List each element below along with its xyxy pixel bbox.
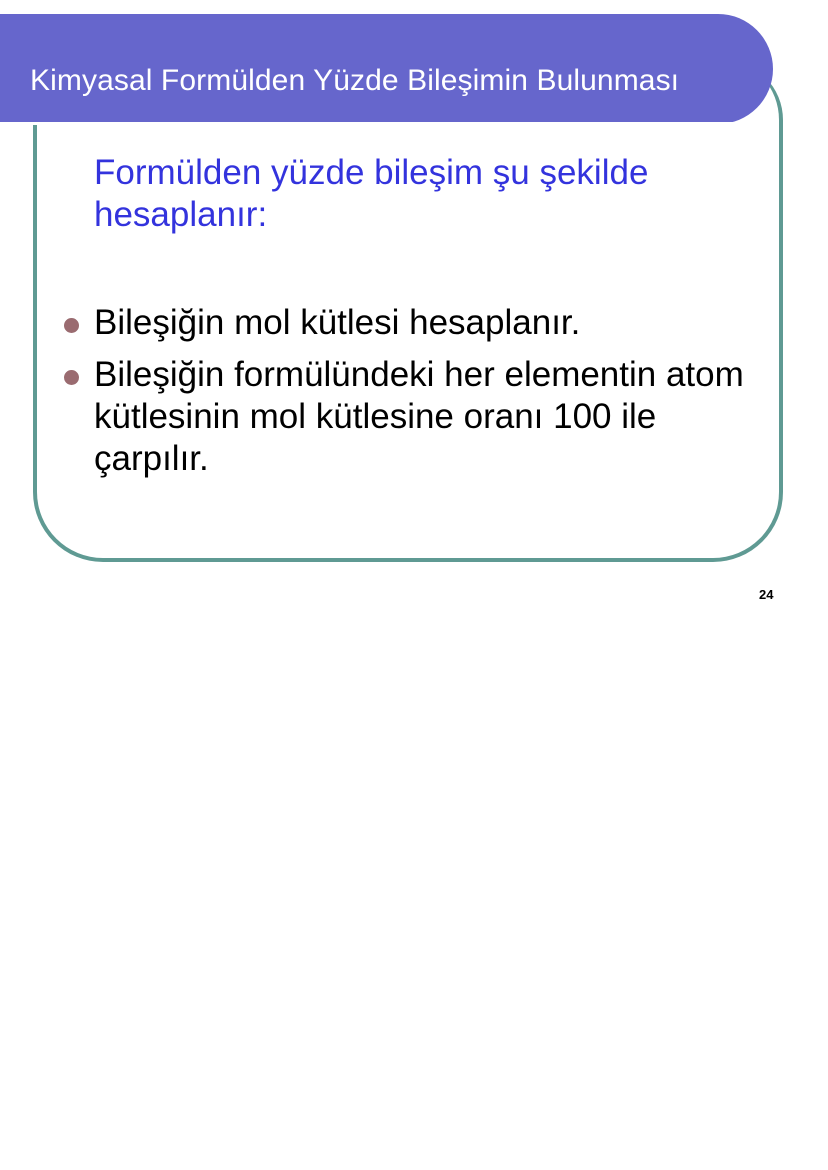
bullet-dot-icon bbox=[64, 370, 79, 385]
slide-title: Kimyasal Formülden Yüzde Bileşimin Bulunması bbox=[30, 64, 680, 97]
bullet-text: Bileşiğin formülündeki her elementin atom kütlesinin mol kütlesine oranı 100 ile çarpılır. bbox=[94, 355, 744, 478]
bullet-list bbox=[64, 302, 754, 490]
title-underline bbox=[0, 122, 734, 125]
intro-text: Formülden yüzde bileşim şu şekilde hesaplanır: bbox=[94, 153, 649, 234]
bullet-dot-icon bbox=[64, 318, 79, 333]
bullet-item bbox=[64, 354, 754, 480]
bullet-item bbox=[64, 302, 754, 344]
bullet-text: Bileşiğin mol kütlesi hesaplanır. bbox=[94, 303, 581, 342]
page-number: 24 bbox=[759, 587, 774, 602]
title-bar bbox=[0, 14, 773, 124]
